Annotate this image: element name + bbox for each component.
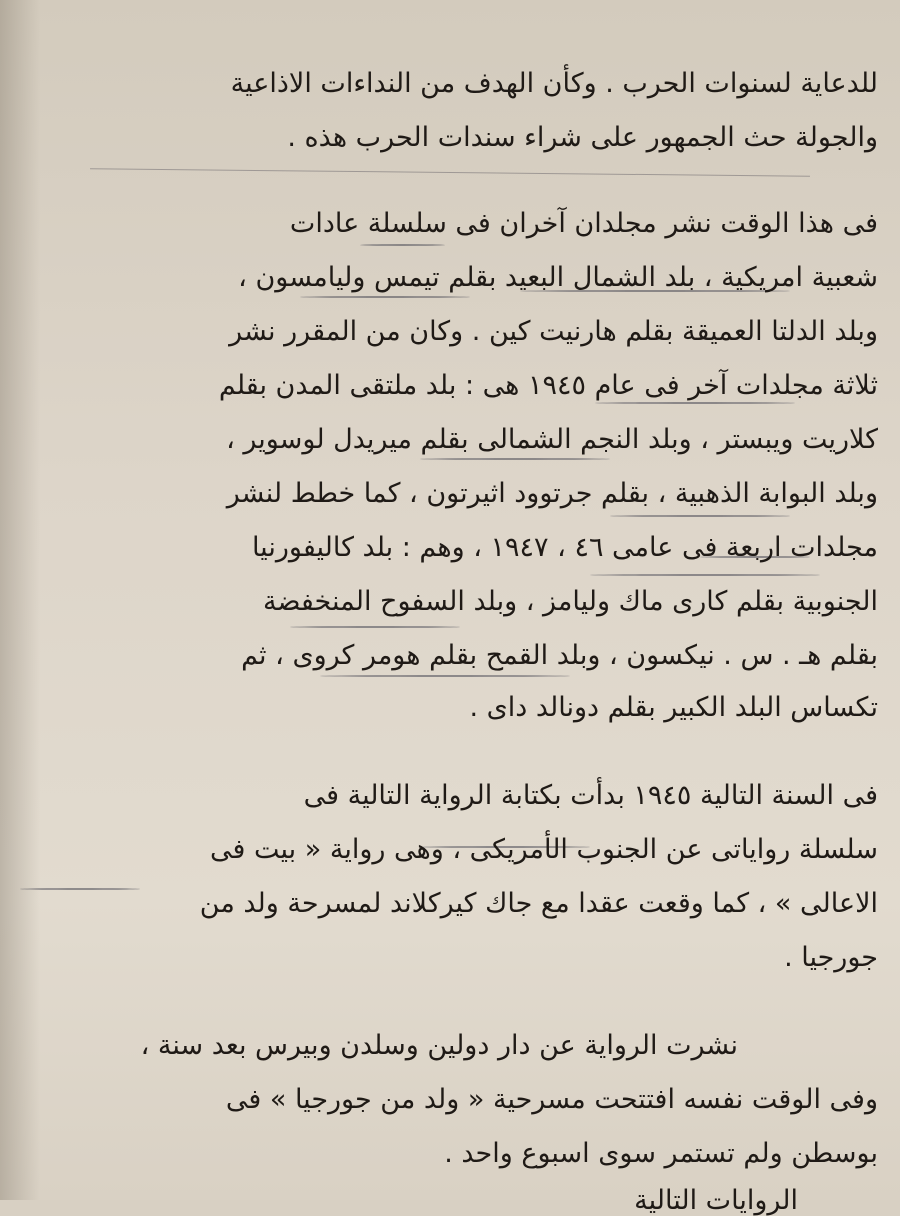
text-line: والجولة حث الجمهور على شراء سندات الحرب هذه . [287,122,878,153]
pencil-underline [90,168,810,177]
text-line: الجنوبية بقلم كارى ماك وليامز ، وبلد السفوح المنخفضة [262,586,878,617]
text-line: فى هذا الوقت نشر مجلدان آخران فى سلسلة عادات [289,208,878,239]
text-line: سلسلة رواياتى عن الجنوب الأمريكى ، وهى رواية « بيت فى [210,834,878,865]
page-gutter-shadow [0,0,40,1200]
text-line: الاعالى » ، كما وقعت عقدا مع جاك كيركلاند لمسرحة ولد من [199,888,878,919]
text-line: مجلدات اربعة فى عامى ٤٦ ، ١٩٤٧ ، وهم : بلد كاليفورنيا [251,532,878,563]
pencil-underline [610,515,790,517]
text-line: تكساس البلد الكبير بقلم دونالد داى . [469,692,878,723]
pencil-underline [20,888,140,890]
pencil-underline [300,296,470,298]
pencil-underline [320,675,570,677]
text-line: شعبية امريكية ، بلد الشمال البعيد بقلم تيمس وليامسون ، [238,262,878,293]
text-line: كلاريت ويبستر ، وبلد النجم الشمالى بقلم ميريدل لوسوير ، [226,424,878,455]
text-line: وبلد البوابة الذهبية ، بقلم جرتوود اثيرتون ، كما خطط لنشر [226,478,878,509]
text-line: جورجيا . [784,942,878,973]
text-line: بوسطن ولم تستمر سوى اسبوع واحد . [444,1138,878,1169]
pencil-underline [290,626,460,628]
text-line: للدعاية لسنوات الحرب . وكأن الهدف من النداءات الاذاعية [230,68,878,99]
text-line: فى السنة التالية ١٩٤٥ بدأت بكتابة الرواية التالية فى [303,780,878,811]
pencil-underline [420,458,610,460]
text-line: الروايات التالية [634,1185,798,1216]
text-line: نشرت الرواية عن دار دولين وسلدن وبيرس بعد سنة ، [140,1030,738,1061]
pencil-underline [590,574,820,576]
pencil-underline [595,402,795,404]
text-line: وفى الوقت نفسه افتتحت مسرحية « ولد من جورجيا » فى [225,1084,878,1115]
text-line: بقلم هـ . س . نيكسون ، وبلد القمح بقلم هومر كروى ، ثم [241,640,878,671]
pencil-underline [360,244,445,246]
text-line: ثلاثة مجلدات آخر فى عام ١٩٤٥ هى : بلد ملتقى المدن بقلم [218,370,878,401]
text-line: وبلد الدلتا العميقة بقلم هارنيت كين . وكان من المقرر نشر [229,316,878,347]
